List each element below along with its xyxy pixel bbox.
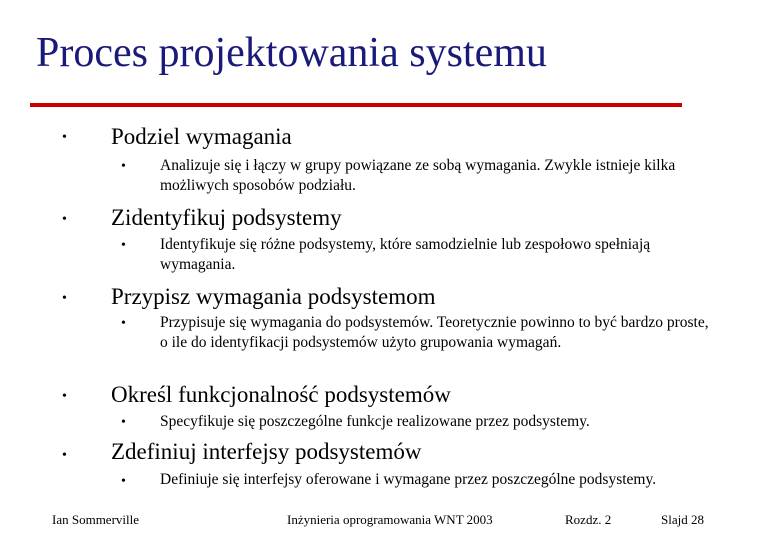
bullet-icon: •: [62, 130, 67, 145]
list-item-heading: Przypisz wymagania podsystemom: [111, 284, 436, 309]
list-item-detail: Identyfikuje się różne podsystemy, które samodzielnie lub zespołowo spełniają wymagania.: [160, 236, 651, 273]
sub-bullet-icon: •: [121, 474, 126, 489]
title-underline: [30, 103, 682, 107]
list-item-detail: Przypisuje się wymagania do podsystemów. Teoretycznie powinno to być bardzo proste, o ile do identyfikacji podsystemów użyto grupowania wymagań.: [160, 314, 709, 351]
list-item-heading: Zidentyfikuj podsystemy: [111, 205, 342, 230]
list-item-detail: Analizuje się i łączy w grupy powiązane ze sobą wymagania. Zwykle istnieje kilka możliwych sposobów podziału.: [160, 157, 676, 194]
slide-title: Proces projektowania systemu: [36, 30, 547, 76]
footer-chapter: Rozdz. 2: [565, 512, 612, 527]
list-item-detail: Definiuje się interfejsy oferowane i wymagane przez poszczególne podsystemy.: [160, 471, 657, 488]
bullet-icon: •: [62, 291, 67, 306]
footer-author: Ian Sommerville: [52, 512, 140, 527]
list-item-heading: Określ funkcjonalność podsystemów: [111, 382, 451, 407]
sub-bullet-icon: •: [121, 316, 126, 331]
footer-slide-number: Slajd 28: [661, 512, 704, 527]
sub-bullet-icon: •: [121, 159, 126, 174]
footer-course: Inżynieria oprogramowania WNT 2003: [287, 512, 493, 527]
bullet-icon: •: [62, 448, 67, 463]
bullet-icon: •: [62, 389, 67, 404]
sub-bullet-icon: •: [121, 415, 126, 430]
list-item-detail: Specyfikuje się poszczególne funkcje realizowane przez podsystemy.: [160, 413, 590, 430]
list-item-heading: Podziel wymagania: [111, 124, 292, 149]
bullet-icon: •: [62, 212, 67, 227]
sub-bullet-icon: •: [121, 238, 126, 253]
list-item-heading: Zdefiniuj interfejsy podsystemów: [111, 439, 422, 464]
